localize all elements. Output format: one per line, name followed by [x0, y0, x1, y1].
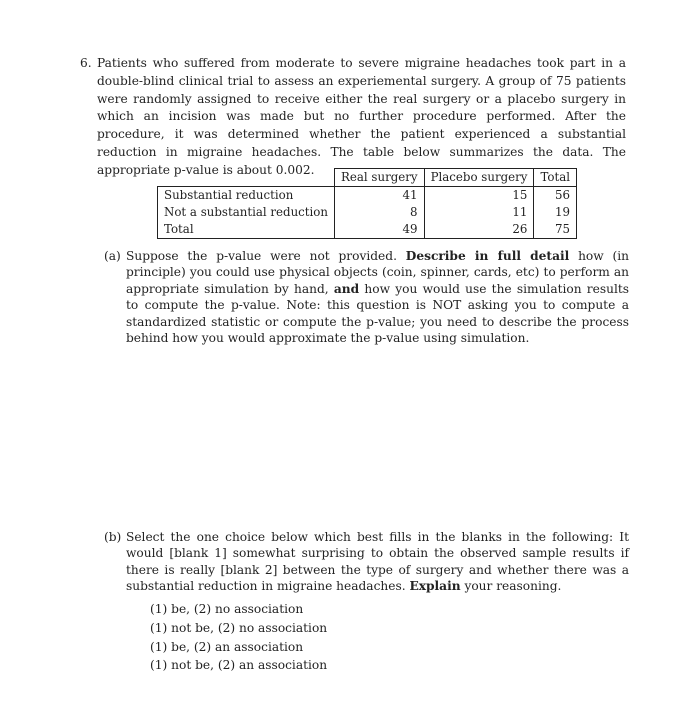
header-total: Total	[534, 169, 577, 187]
choice-text: (1) not be, (2) an association	[150, 658, 328, 673]
table-cell: 41	[335, 187, 425, 205]
row-label: Substantial reduction	[158, 187, 335, 205]
table-cell: 49	[335, 221, 425, 239]
part-b-text-2: your reasoning.	[460, 579, 562, 594]
table-row	[158, 204, 577, 221]
table-cell: 75	[534, 221, 577, 239]
row-label: Total	[158, 221, 335, 239]
question-stem: Patients who suffered from moderate to severe migraine headaches took part in a double-blind clinical trial to assess an experiemental surgery. A group of 75 patients were randomly assigned to receive either the real surgery or a placebo surgery in which an incision was made but no further procedure performed. After the procedure, it was determined whether the patient experienced a substantial reduction in migraine headaches. The table below summarizes the data. The appropriate p-value is about 0.002.	[97, 56, 626, 177]
table-corner-cell	[158, 169, 335, 187]
table-header-row	[158, 169, 577, 187]
part-b-text-1: Select the one choice below which best fills in the blanks in the following: It would [blank 1] somewhat surprising to obtain the observed sample results if there is really [blank 2] between the type of surgery and whether there was a substantial reduction in migraine headaches.	[126, 530, 629, 594]
part-a-text-3: how you would use the simulation results to compute the p-value. Note: this question is NOT asking you to compute a standardized statistic or compute the p-value; you need to describe the process behind how you would approximate the p-value using simulation.	[126, 281, 629, 346]
question-number: 6.	[80, 56, 92, 70]
part-a-bold-2: and	[333, 281, 360, 296]
table-cell: 56	[534, 187, 577, 205]
table-cell: 19	[534, 204, 577, 221]
data-table	[157, 168, 577, 239]
header-placebo-surgery: Placebo surgery	[424, 169, 534, 187]
header-real-surgery: Real surgery	[335, 169, 425, 187]
part-a-label: (a)	[104, 249, 121, 263]
table-cell: 15	[424, 187, 534, 205]
part-a-text-1: Suppose the p-value were not provided.	[126, 249, 406, 263]
table-row	[158, 221, 577, 239]
choice-text: (1) be, (2) an association	[150, 639, 304, 654]
table-cell: 11	[424, 204, 534, 221]
part-a-text-2: how (in principle) you could use physical objects (coin, spinner, cards, etc) to perform an appropriate simulation by hand,	[126, 249, 630, 296]
table-cell: 8	[335, 204, 425, 221]
part-b-text	[126, 529, 629, 595]
part-a-bold-1: Describe in full detail	[405, 249, 570, 263]
part-b-bold-1: Explain	[409, 579, 461, 594]
choice-text: (1) not be, (2) no association	[150, 620, 328, 635]
part-a-text	[126, 248, 629, 346]
choice-text: (1) be, (2) no association	[150, 602, 304, 616]
table-cell: 26	[424, 221, 534, 239]
table-row	[158, 187, 577, 205]
row-label: Not a substantial reduction	[158, 204, 335, 221]
part-b-label: (b)	[104, 530, 122, 544]
